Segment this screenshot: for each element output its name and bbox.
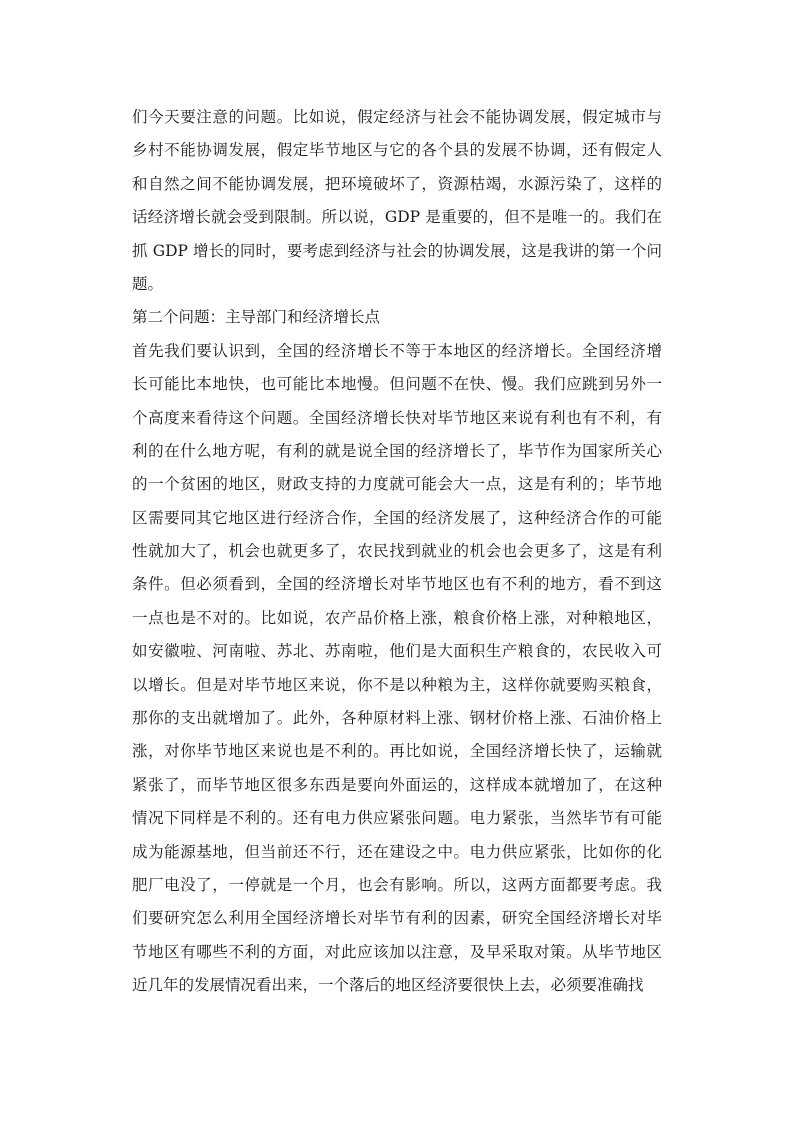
- text-line: 个高度来看待这个问题。全国经济增长快对毕节地区来说有利也有不利，有: [132, 408, 662, 427]
- text-line: 题。: [132, 274, 164, 293]
- text-line: 以增长。但是对毕节地区来说，你不是以种粮为主，这样你就要购买粮食，: [132, 675, 662, 694]
- text-line: 们要研究怎么利用全国经济增长对毕节有利的因素，研究全国经济增长对毕: [132, 909, 662, 928]
- text-line: 话经济增长就会受到限制。所以说，GDP 是重要的，但不是唯一的。我们在: [132, 208, 662, 227]
- text-line: 肥厂电没了，一停就是一个月，也会有影响。所以，这两方面都要考虑。我: [132, 875, 662, 894]
- text-line: 们今天要注意的问题。比如说，假定经济与社会不能协调发展，假定城市与: [132, 108, 662, 126]
- text-line: 区需要同其它地区进行经济合作，全国的经济发展了，这种经济合作的可能: [132, 508, 662, 527]
- text-line: 条件。但必须看到，全国的经济增长对毕节地区也有不利的地方，看不到这: [132, 575, 662, 594]
- text-line: 长可能比本地快，也可能比本地慢。但问题不在快、慢。我们应跳到另外一: [132, 375, 662, 394]
- text-line: 如安徽啦、河南啦、苏北、苏南啦，他们是大面积生产粮食的，农民收入可: [132, 642, 662, 661]
- text-line: 第二个问题：主导部门和经济增长点: [132, 308, 381, 327]
- text-line: 一点也是不对的。比如说，农产品价格上涨，粮食价格上涨，对种粮地区，: [132, 608, 662, 627]
- text-line: 乡村不能协调发展，假定毕节地区与它的各个县的发展不协调，还有假定人: [132, 141, 662, 160]
- body-paragraph: [132, 101, 662, 301]
- text-line: 和自然之间不能协调发展，把环境破坏了，资源枯竭，水源污染了，这样的: [132, 174, 662, 193]
- text-line: 紧张了，而毕节地区很多东西是要向外面运的，这样成本就增加了，在这种: [132, 775, 662, 794]
- text-line: 性就加大了，机会也就更多了，农民找到就业的机会也会更多了，这是有利: [132, 542, 662, 561]
- document-body: [132, 101, 662, 1003]
- text-line: 成为能源基地，但当前还不行，还在建设之中。电力供应紧张，比如你的化: [132, 842, 662, 861]
- text-line: 涨，对你毕节地区来说也是不利的。再比如说，全国经济增长快了，运输就: [132, 742, 662, 761]
- section-heading: [132, 301, 662, 334]
- text-line: 利的在什么地方呢，有利的就是说全国的经济增长了，毕节作为国家所关心: [132, 441, 662, 460]
- text-line: 情况下同样是不利的。还有电力供应紧张问题。电力紧张，当然毕节有可能: [132, 809, 662, 828]
- text-line: 抓 GDP 增长的同时，要考虑到经济与社会的协调发展，这是我讲的第一个问: [132, 241, 662, 260]
- text-line: 首先我们要认识到，全国的经济增长不等于本地区的经济增长。全国经济增: [132, 341, 662, 360]
- text-line: 那你的支出就增加了。此外，各种原材料上涨、钢材价格上涨、石油价格上: [132, 709, 662, 728]
- text-line: 的一个贫困的地区，财政支持的力度就可能会大一点，这是有利的；毕节地: [132, 475, 662, 494]
- text-line: 近几年的发展情况看出来，一个落后的地区经济要很快上去，必须要准确找: [132, 976, 644, 995]
- text-line: 节地区有哪些不利的方面，对此应该加以注意，及早采取对策。从毕节地区: [132, 942, 662, 961]
- body-paragraph: [132, 335, 662, 1003]
